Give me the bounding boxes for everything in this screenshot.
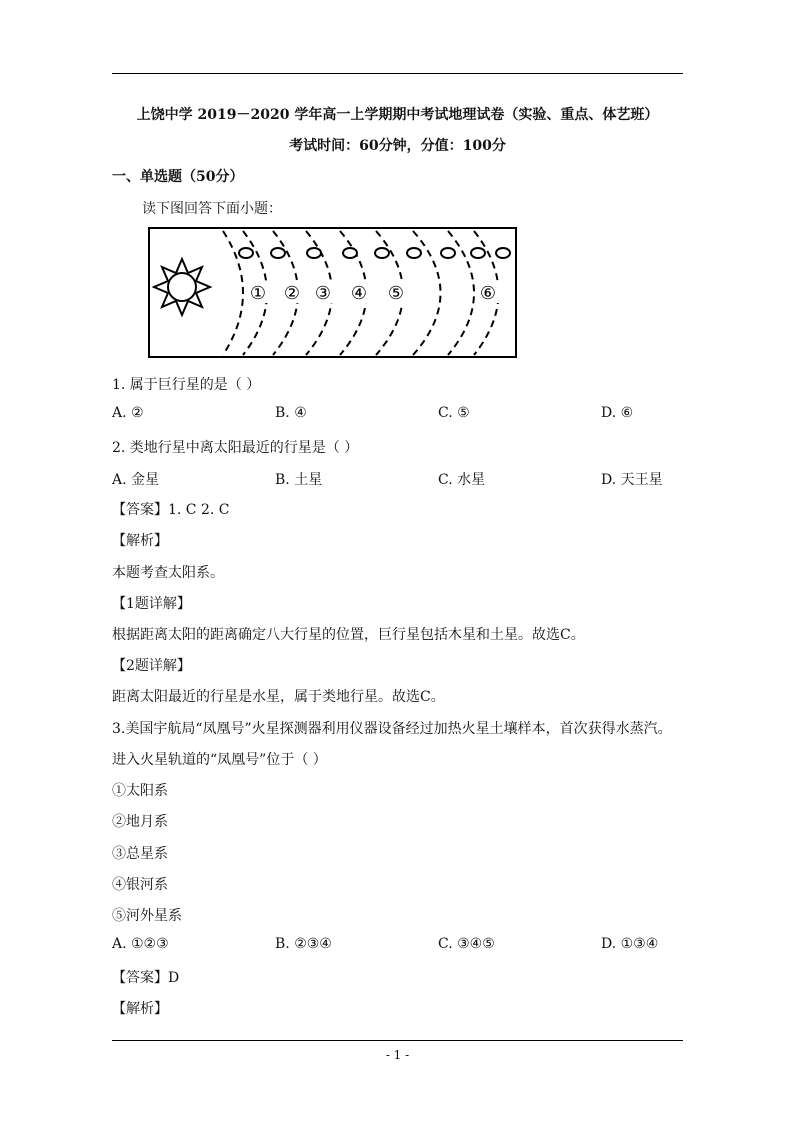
footer-rule: [112, 1040, 683, 1041]
section-heading: 一、单选题（50分）: [112, 169, 244, 185]
planet-2-label: ②: [283, 283, 301, 304]
section-intro: 读下图回答下面小题：: [142, 201, 282, 217]
q3-item-5: ⑤河外星系: [112, 908, 182, 924]
q3-option-b: B. ②③④: [275, 936, 332, 952]
answer-1-2: 【答案】1. C 2. C: [112, 502, 230, 518]
planet-6-label: ⑥: [479, 283, 497, 304]
q1-option-d: D. ⑥: [601, 405, 634, 421]
q3-stem-line2: 进入火星轨道的“凤凰号”位于（ ）: [112, 752, 327, 768]
q2-option-b: B. 土星: [275, 472, 323, 488]
solar-system-diagram: [148, 227, 518, 359]
q3-option-d: D. ①③④: [601, 936, 659, 952]
q1-option-b: B. ④: [275, 405, 307, 421]
detail-2-text: 距离太阳最近的行星是水星，属于类地行星。故选C。: [112, 689, 445, 705]
page-number: - 1 -: [385, 1048, 410, 1062]
detail-2-label: 【2题详解】: [112, 658, 191, 674]
q3-item-4: ④银河系: [112, 877, 168, 893]
detail-1-text: 根据距离太阳的距离确定八大行星的位置，巨行星包括木星和土星。故选C。: [112, 627, 585, 643]
planet-5-label: ⑤: [387, 283, 405, 304]
sun-icon: [154, 259, 210, 315]
q3-option-a: A. ①②③: [112, 936, 169, 952]
answer-3: 【答案】D: [112, 970, 180, 986]
planet-1-label: ①: [249, 283, 267, 304]
q2-option-d: D. 天王星: [601, 472, 663, 488]
q2-option-a: A. 金星: [112, 472, 160, 488]
analysis-text-1: 本题考查太阳系。: [112, 565, 224, 581]
q2-stem: 2. 类地行星中离太阳最近的行星是（ ）: [112, 440, 359, 456]
analysis-label-1: 【解析】: [112, 533, 168, 549]
q3-option-c: C. ③④⑤: [438, 936, 495, 952]
q3-stem-line1: 3.美国宇航局“凤凰号”火星探测器利用仪器设备经过加热火星土壤样本，首次获得水蒸汽。: [112, 721, 672, 737]
detail-1-label: 【1题详解】: [112, 596, 191, 612]
q1-stem: 1. 属于巨行星的是（ ）: [112, 377, 261, 393]
q2-option-c: C. 水星: [438, 472, 486, 488]
q3-item-1: ①太阳系: [112, 783, 168, 799]
exam-subtitle: 考试时间：60分钟，分值：100分: [289, 138, 506, 154]
q3-item-3: ③总星系: [112, 846, 168, 862]
analysis-label-2: 【解析】: [112, 1001, 168, 1017]
planet-4-label: ④: [350, 283, 368, 304]
q3-item-2: ②地月系: [112, 814, 168, 830]
header-rule: [112, 73, 683, 74]
q1-option-a: A. ②: [112, 405, 144, 421]
q1-option-c: C. ⑤: [438, 405, 470, 421]
exam-title: 上饶中学 2019－2020 学年高一上学期期中考试地理试卷（实验、重点、体艺班）: [136, 107, 659, 123]
planet-3-label: ③: [314, 283, 332, 304]
